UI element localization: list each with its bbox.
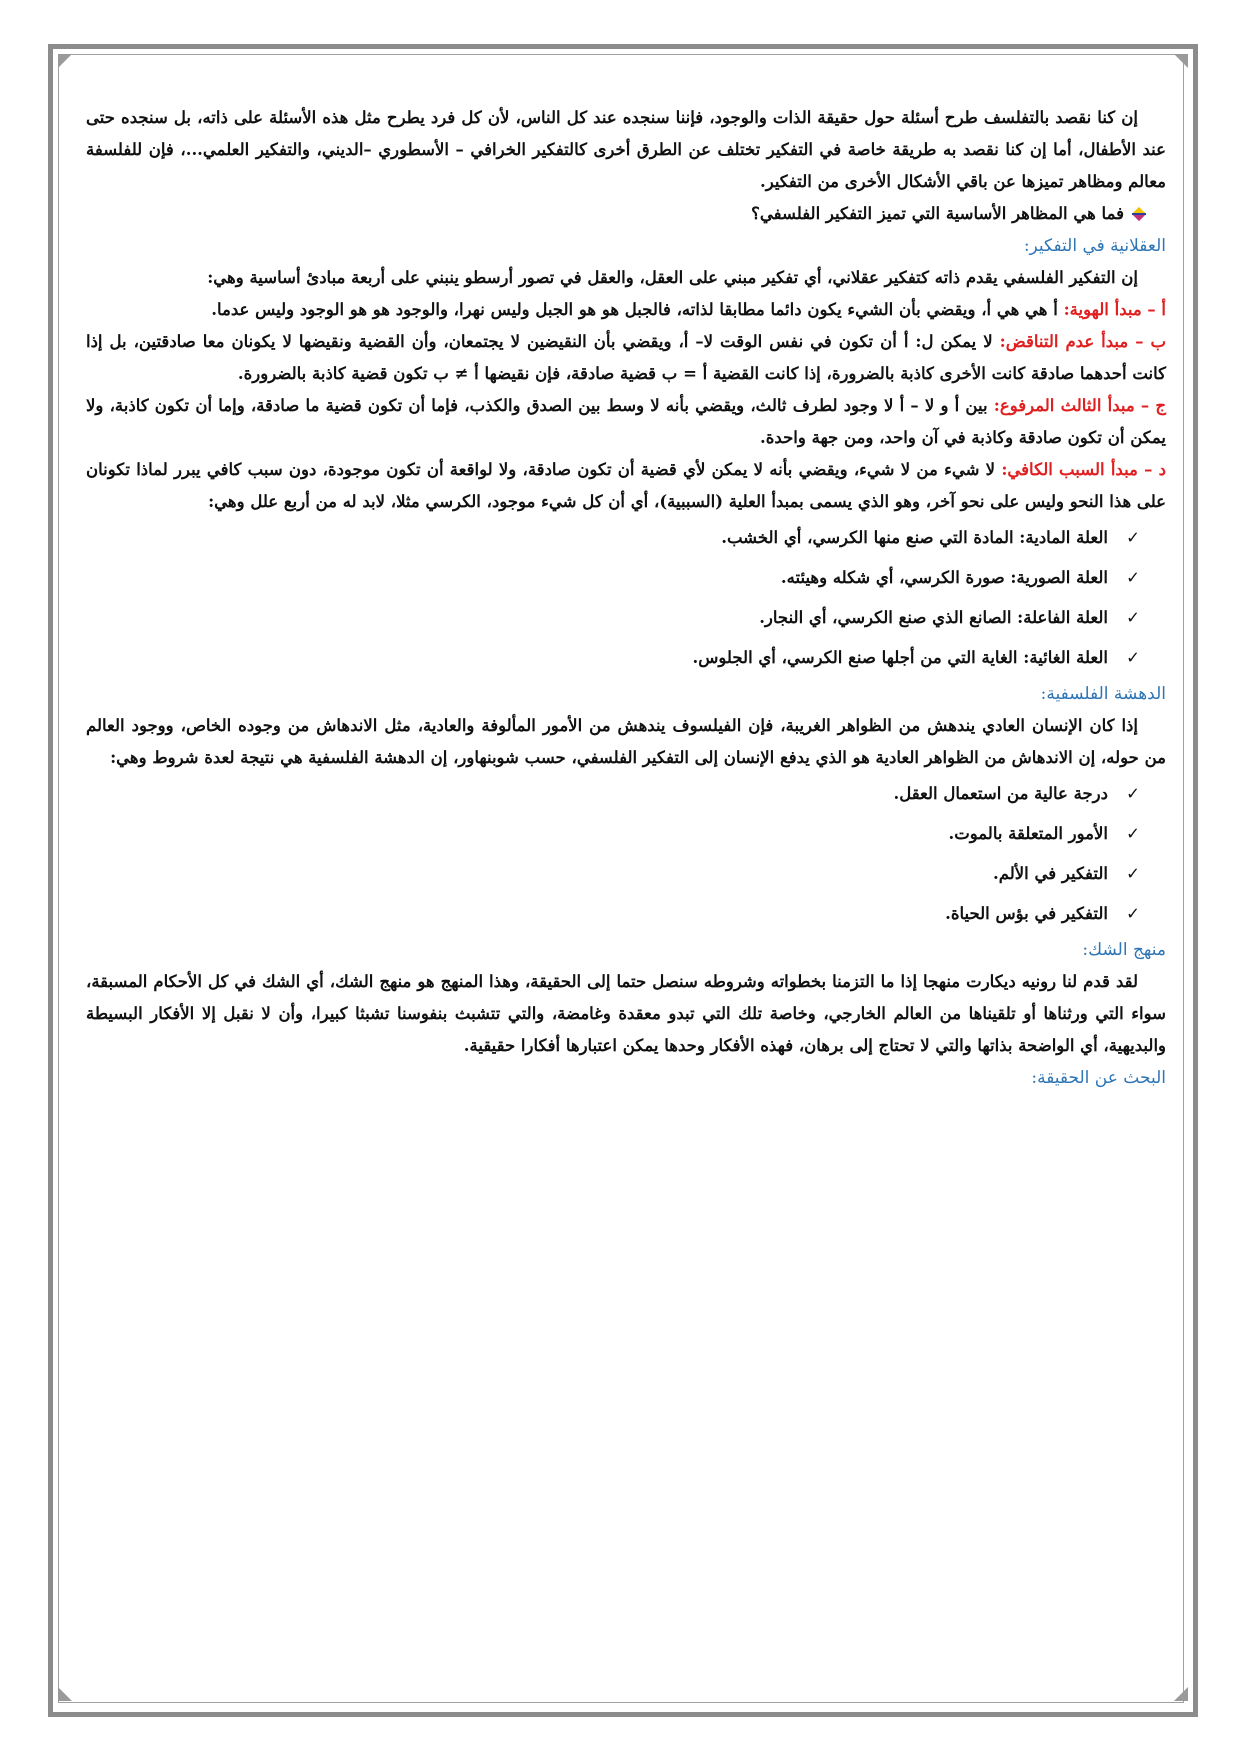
list-item <box>86 638 1140 678</box>
list-item-text: العلة الصورية: صورة الكرسي، أي شكله وهيئته. <box>780 568 1108 587</box>
list-item <box>86 558 1140 598</box>
list-item <box>86 774 1140 814</box>
doubt-paragraph: لقد قدم لنا رونيه ديكارت منهجا إذا ما التزمنا بخطواته وشروطه سنصل حتما إلى الحقيقة، وهذا المنهج هو منهج الشك، أي الشك في كل الأحكام المسبقة، سواء التي ورثناها أو تلقيناها من العالم الخارجي، وخاصة تلك التي تبدو معقدة وغامضة، والتي تتشبث بنفوسنا تشبثا كبيرا، وأن لا نقبل إلا الأفكار البسيطة والبديهية، أي الواضحة بذاتها والتي لا تحتاج إلى برهان، فهذه الأفكار وحدها يمكن اعتبارها أفكارا حقيقية. <box>86 972 1166 1055</box>
principle-excluded-middle-label: ج – مبدأ الثالث المرفوع: <box>993 396 1167 415</box>
check-icon: ✓ <box>1126 648 1140 667</box>
list-item-text: العلة الفاعلة: الصانع الذي صنع الكرسي، أي النجار. <box>759 608 1108 627</box>
list-item-text: الأمور المتعلقة بالموت. <box>948 824 1108 843</box>
rationality-paragraph: إن التفكير الفلسفي يقدم ذاته كتفكير عقلاني، أي تفكير مبني على العقل، والعقل في تصور أرسطو ينبني على أربعة مبادئ أساسية وهي: <box>207 268 1138 287</box>
check-icon: ✓ <box>1126 864 1140 883</box>
corner-ornament <box>1174 54 1188 68</box>
section-heading-wonder: الدهشة الفلسفية: <box>1040 684 1166 704</box>
principle-sufficient-reason <box>86 454 1166 518</box>
principle-identity <box>86 294 1166 326</box>
principle-noncontradiction-text: لا يمكن ل: أ أن تكون في نفس الوقت لا– أ، ويقضي بأن النقيضين لا يجتمعان، وأن القضية ونقيضها لا يكونان معا صادقتين، بل إذا كانت أحدهما صادقة كانت الأخرى كاذبة بالضرورة، إذا كانت القضية أ = ب قضية صادقة، فإن نقيضها أ ≠ ب تكون قضية كاذبة بالضرورة. <box>86 332 1166 383</box>
list-item <box>86 814 1140 854</box>
section-heading-rationality: العقلانية في التفكير: <box>1023 236 1166 256</box>
intro-question-text: فما هي المظاهر الأساسية التي تميز التفكير الفلسفي؟ <box>751 204 1124 223</box>
list-item <box>86 518 1140 558</box>
principle-noncontradiction-label: ب – مبدأ عدم التناقض: <box>999 332 1166 351</box>
check-icon: ✓ <box>1126 784 1140 803</box>
list-item <box>86 598 1140 638</box>
principle-sufficient-reason-text: لا شيء من لا شيء، ويقضي بأنه لا يمكن لأي قضية أن تكون صادقة، ولا لواقعة أن تكون موجودة، دون سبب كافي يبرر لماذا تكونان على هذا النحو وليس على نحو آخر، وهو الذي يسمى بمبدأ العلية (السببية)، أي أن كل شيء موجود، الكرسي مثلا، لابد له من أربع علل وهي: <box>86 460 1166 511</box>
list-item-text: التفكير في بؤس الحياة. <box>945 904 1108 923</box>
principle-identity-text: أ هي هي أ، ويقضي بأن الشيء يكون دائما مطابقا لذاته، فالجبل هو هو الجبل وليس نهرا، والوجود هو هو الوجود وليس عدما. <box>211 300 1064 319</box>
check-icon: ✓ <box>1126 904 1140 923</box>
bullet-diamond-icon <box>1132 207 1146 221</box>
check-icon: ✓ <box>1126 608 1140 627</box>
check-icon: ✓ <box>1126 568 1140 587</box>
principle-excluded-middle <box>86 390 1166 454</box>
causes-list <box>86 518 1166 678</box>
section-heading-doubt: منهج الشك: <box>1082 940 1166 960</box>
list-item-text: العلة المادية: المادة التي صنع منها الكرسي، أي الخشب. <box>721 528 1108 547</box>
list-item-text: درجة عالية من استعمال العقل. <box>893 784 1108 803</box>
intro-paragraph: إن كنا نقصد بالتفلسف طرح أسئلة حول حقيقة الذات والوجود، فإننا سنجده عند كل الناس، لأن كل فرد يطرح مثل هذه الأسئلة على ذاته، بل سنجده حتى عند الأطفال، أما إن كنا نقصد به طريقة خاصة في التفكير تختلف عن الطرق أخرى كالتفكير الخرافي – الأسطوري –الديني، والتفكير العلمي...، فإن للفلسفة معالم ومظاهر تميزها عن باقي الأشكال الأخرى من التفكير. <box>86 108 1166 191</box>
list-item-text: العلة الغائية: الغاية التي من أجلها صنع الكرسي، أي الجلوس. <box>692 648 1108 667</box>
check-icon: ✓ <box>1126 528 1140 547</box>
check-icon: ✓ <box>1126 824 1140 843</box>
list-item <box>86 894 1140 934</box>
document-body <box>86 102 1166 1094</box>
principle-sufficient-reason-label: د – مبدأ السبب الكافي: <box>1001 460 1166 479</box>
principle-noncontradiction <box>86 326 1166 390</box>
corner-ornament <box>58 54 72 68</box>
conditions-list <box>86 774 1166 934</box>
principle-identity-label: أ – مبدأ الهوية: <box>1063 300 1166 319</box>
list-item <box>86 854 1140 894</box>
corner-ornament <box>1174 1687 1188 1701</box>
principle-excluded-middle-text: بين أ و لا – أ لا وجود لطرف ثالث، ويقضي بأنه لا وسط بين الصدق والكذب، فإما أن تكون قضية ما صادقة، وإما أن تكون كاذبة، ولا يمكن أن تكون صادقة وكاذبة في آن واحد، ومن جهة واحدة. <box>86 396 1166 447</box>
wonder-paragraph: إذا كان الإنسان العادي يندهش من الظواهر الغريبة، فإن الفيلسوف يندهش من الأمور المألوفة والعادية، مثل الاندهاش من وجوده الخاص، ووجود العالم من حوله، إن الاندهاش من الظواهر العادية هو الذي يدفع الإنسان إلى التفكير الفلسفي، حسب شوبنهاور، إن الدهشة الفلسفية هي نتيجة لعدة شروط وهي: <box>86 716 1166 767</box>
list-item-text: التفكير في الألم. <box>992 864 1108 883</box>
corner-ornament <box>58 1687 72 1701</box>
section-heading-truth: البحث عن الحقيقة: <box>1031 1068 1166 1088</box>
intro-question <box>86 198 1166 230</box>
